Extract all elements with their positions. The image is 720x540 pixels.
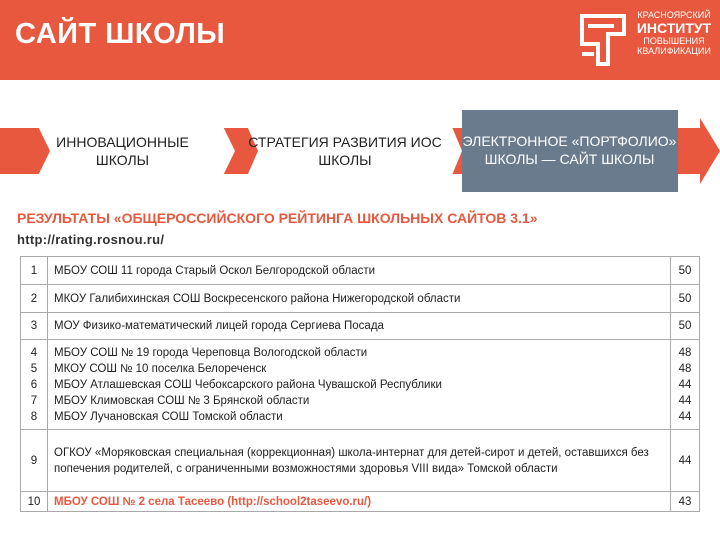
school-name: МБОУ Атлашевская СОШ Чебоксарского района Чувашской Республики — [54, 378, 442, 391]
row-numbers — [21, 340, 48, 430]
school-name: МБОУ Лучановская СОШ Томской области — [54, 410, 283, 423]
table-row — [21, 285, 700, 313]
row-score: 44 — [678, 378, 692, 391]
step-innovative-schools: ИННОВАЦИОННЫЕ ШКОЛЫ — [56, 134, 189, 168]
school-name: МБОУ Климовская СОШ № 3 Брянской области — [54, 394, 310, 407]
logo-line-2: ИНСТИТУТ — [636, 20, 712, 36]
school-name: ОГКОУ «Моряковская специальная (коррекционная) школа-интернат для детей-сирот и детей, оставшихся без попечения родителей, с ограниченными возможностями здоровья VIII вида» Томской области — [48, 430, 671, 492]
row-scores — [671, 340, 700, 430]
logo-line-3: ПОВЫШЕНИЯ — [643, 36, 705, 46]
row-number: 7 — [30, 394, 38, 407]
logo-line-4: КВАЛИФИКАЦИИ — [637, 46, 711, 56]
row-number: 10 — [21, 492, 48, 512]
table-row — [21, 430, 700, 492]
table-row — [21, 492, 700, 512]
row-number: 6 — [30, 378, 38, 391]
step-development-strategy: СТРАТЕГИЯ РАЗВИТИЯ ИОС ШКОЛЫ — [248, 134, 442, 168]
step-school-website: ЭЛЕКТРОННОЕ «ПОРТФОЛИО» ШКОЛЫ — САЙТ ШКОЛЫ — [462, 110, 677, 190]
logo-line-1: КРАСНОЯРСКИЙ — [637, 10, 711, 20]
row-number: 1 — [21, 257, 48, 285]
row-score: 50 — [671, 313, 700, 340]
header-bar — [0, 0, 720, 80]
row-number: 5 — [30, 362, 38, 375]
row-score: 48 — [678, 362, 692, 375]
rating-table — [20, 256, 700, 512]
row-score: 48 — [678, 346, 692, 359]
school-name: МОУ Физико-математический лицей города Сергиева Посада — [48, 313, 671, 340]
row-score: 43 — [671, 492, 700, 512]
results-title: РЕЗУЛЬТАТЫ «ОБЩЕРОССИЙСКОГО РЕЙТИНГА ШКОЛЬНЫХ САЙТОВ 3.1» — [17, 210, 538, 226]
row-score: 44 — [678, 410, 692, 423]
row-score: 44 — [678, 394, 692, 407]
row-number: 9 — [21, 430, 48, 492]
school-name: МКОУ Галибихинская СОШ Воскресенского района Нижегородской области — [48, 285, 671, 313]
school-name: МБОУ СОШ 11 города Старый Оскол Белгородской области — [48, 257, 671, 285]
school-name: МКОУ СОШ № 10 поселка Белореченск — [54, 362, 267, 375]
rating-link[interactable]: http://rating.rosnou.ru/ — [17, 232, 165, 247]
table-row — [21, 313, 700, 340]
logo-text — [634, 10, 714, 56]
row-number: 2 — [21, 285, 48, 313]
table-row — [21, 257, 700, 285]
row-score: 50 — [671, 285, 700, 313]
row-score: 44 — [671, 430, 700, 492]
row-number: 3 — [21, 313, 48, 340]
table-row-group — [21, 340, 700, 430]
school-name: МБОУ СОШ № 19 города Череповца Вологодской области — [54, 346, 368, 359]
row-number: 4 — [30, 346, 38, 359]
logo-mark-icon — [578, 14, 628, 66]
school-names — [48, 340, 671, 430]
institute-logo — [578, 6, 714, 72]
page-title: САЙТ ШКОЛЫ — [15, 18, 226, 50]
row-number: 8 — [30, 410, 38, 423]
row-score: 50 — [671, 257, 700, 285]
school-name-highlighted: МБОУ СОШ № 2 села Тасеево (http://school2taseevo.ru/) — [48, 492, 671, 512]
